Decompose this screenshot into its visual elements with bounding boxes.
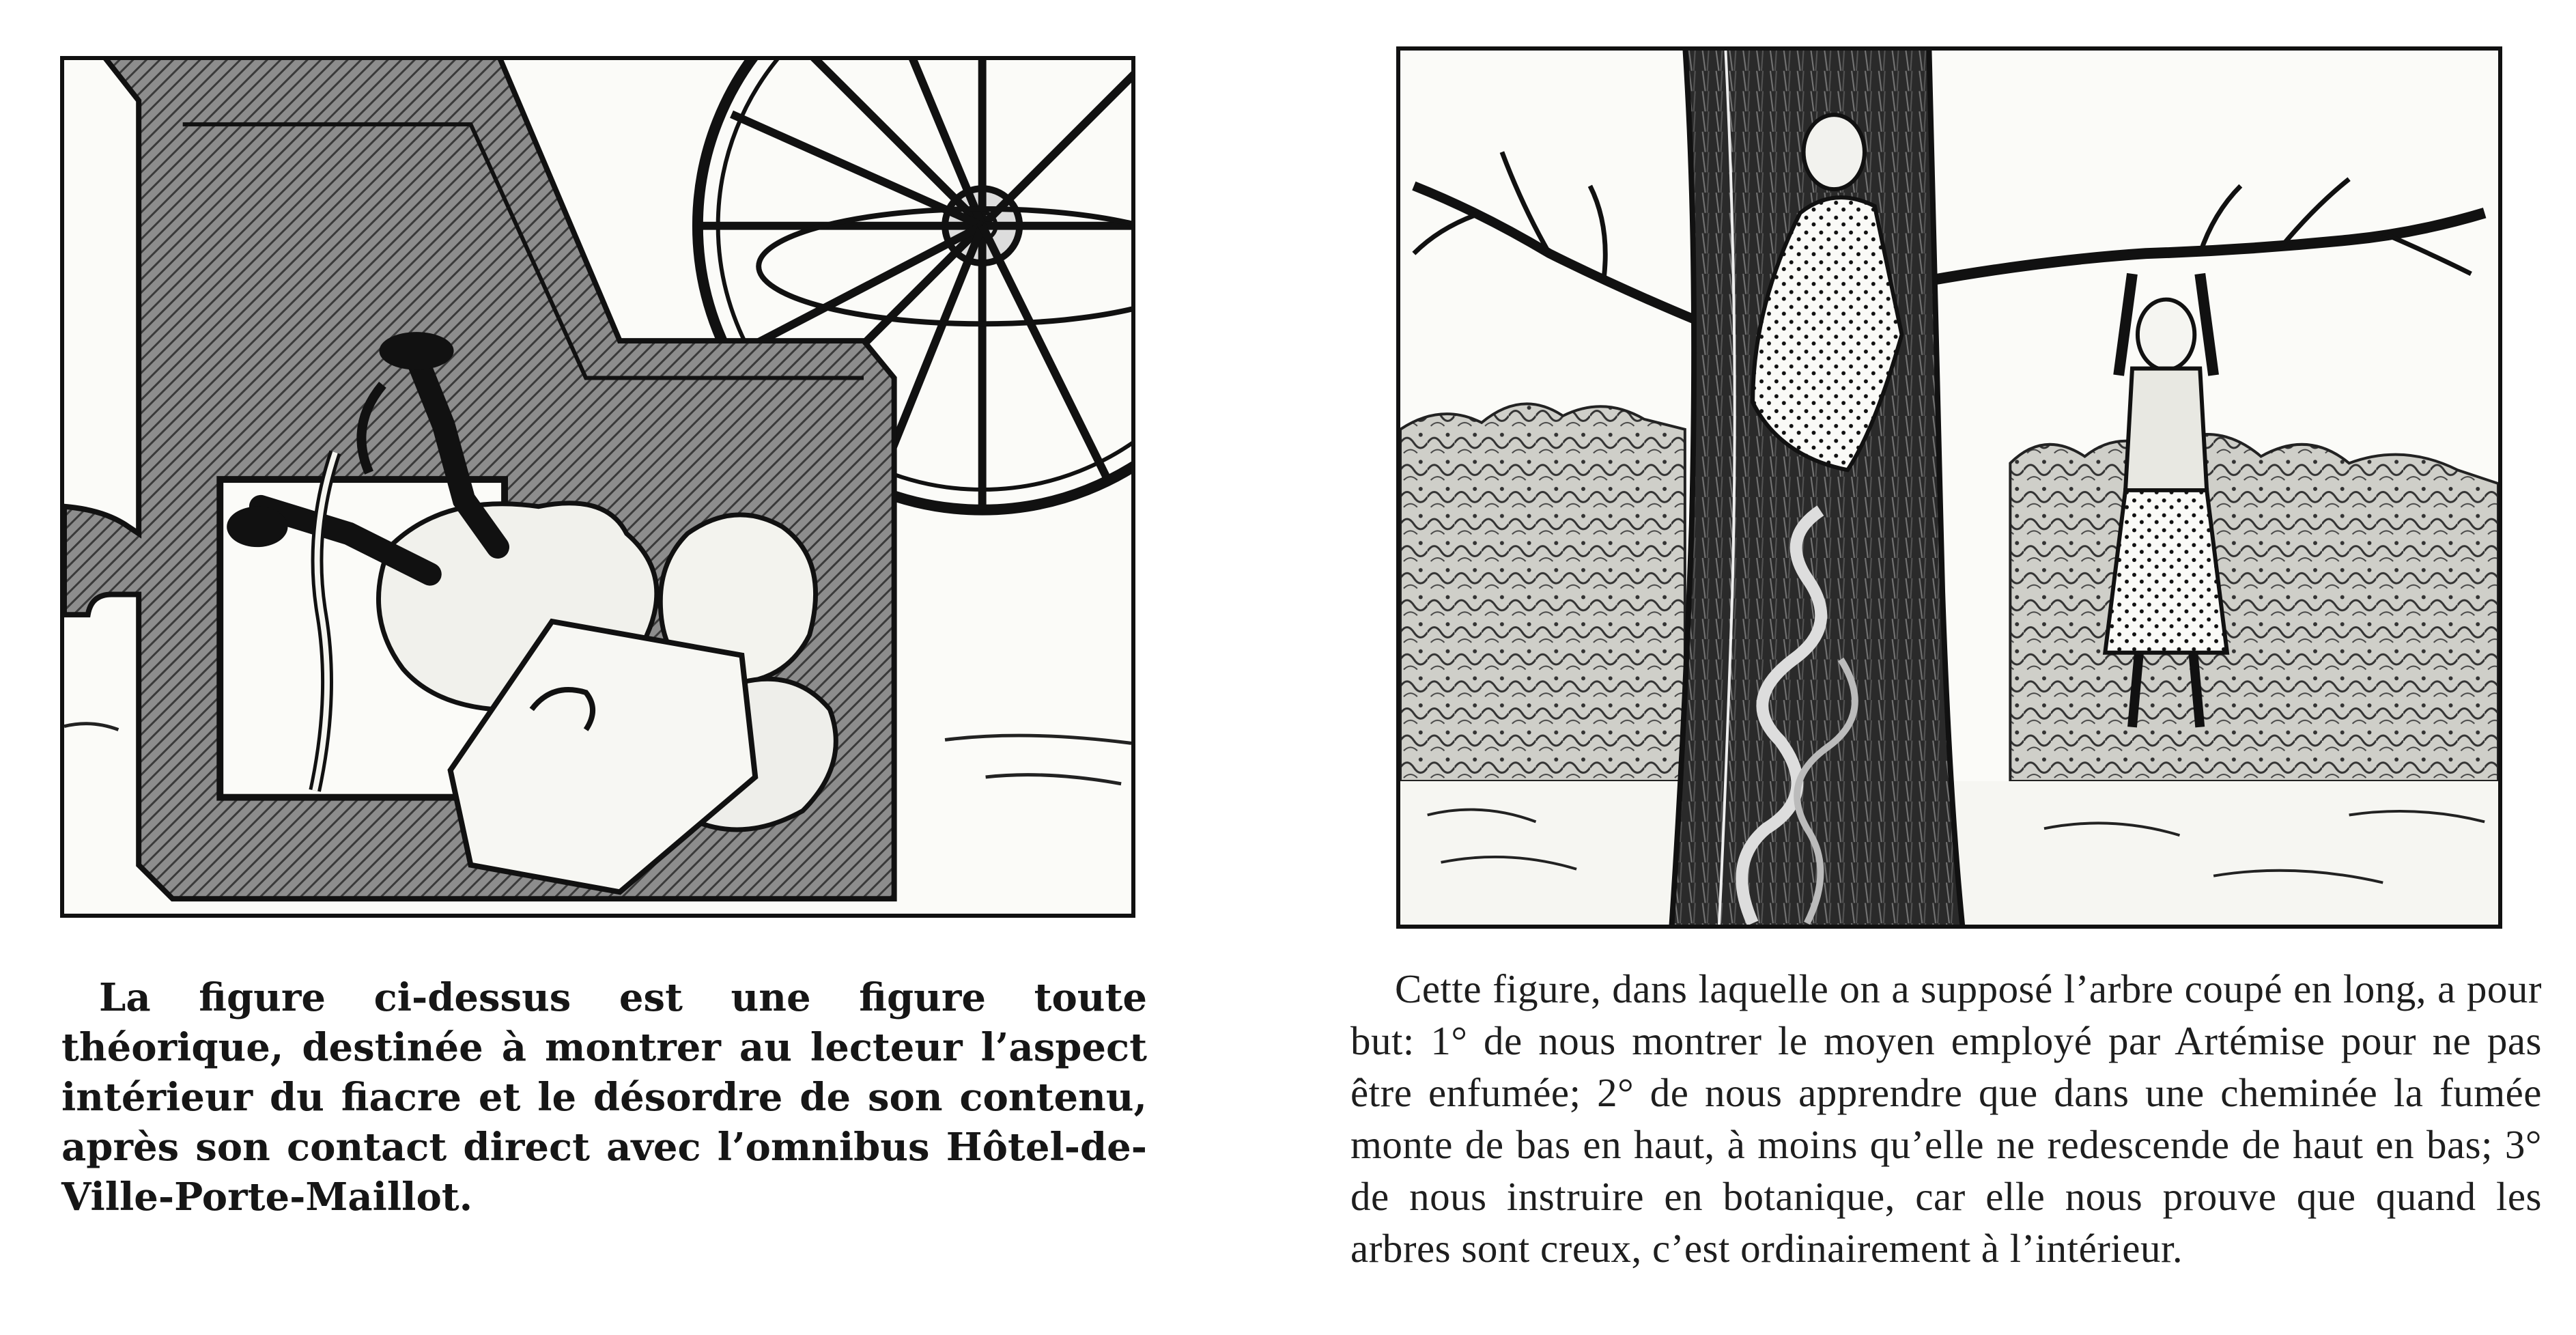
cab-interior-illustration — [60, 56, 1135, 918]
right-caption: Cette figure, dans laquelle on a supposé l’arbre coupé en long, a pour but: 1° de nous montrer le moyen employé par Artémise pour ne pas être enfumée; 2° de nous apprendre que dans une cheminée la fumée monte de bas en haut, à moins qu’elle ne redescende de haut en bas; 3° de nous instruire en botanique, car elle nous prouve que quand les arbres sont creux, c’est ordinairement à l’intérieur. — [1350, 966, 2542, 1271]
left-caption: La figure ci-dessus est une figure toute théorique, destinée à montrer au lecteur l’aspect intérieur du fiacre et le désordre de son contenu, après son contact direct avec l’omnibus Hôtel-de-Ville-Porte-Maillot. — [61, 975, 1147, 1220]
hollow-tree-illustration — [1396, 46, 2502, 929]
